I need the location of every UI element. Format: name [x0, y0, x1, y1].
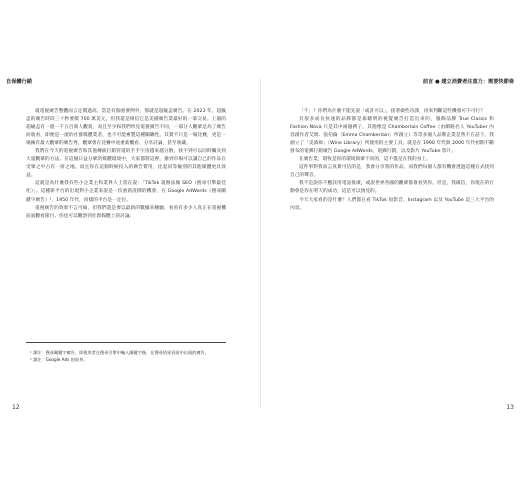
- paragraph: 有很多成長快速的品牌都是靠聰明的視覺廣告打造出來的，服飾品牌 True Classic 和 Fashion Nova 只是其中兩個例子，其他像是 Chamberlain Coffee（由網路名人 YouTuber 內容創作者艾瑪．張伯倫〔Emma Chamberlain〕所創立）等等多個人品牌企業是然不在話下。我創立了「美酒庫」（Wine Library）所使用的主要工具，就是在 1990 年代與 2000 年代初期不斷發布的電郵行銷廣告 Google AdWords，電郵行銷，以及影片 YouTube 影片。: [290, 117, 494, 155]
- right-page: [270, 78, 514, 411]
- page-number-left: 12: [12, 404, 20, 411]
- left-page: [6, 78, 250, 411]
- paragraph: 這件事對我而言真實可信的是，我會分享我的作品，而我們每個人都有機會透過這種方式找到自己的聲音。: [290, 165, 494, 179]
- left-body-text: [26, 108, 226, 221]
- footnote: ² 譯注：Google Ads 的前身。: [30, 357, 88, 362]
- footnotes: [30, 349, 226, 363]
- footnote-rule: [26, 342, 226, 343]
- running-head-right: 前言 ● 建立消費者注意力：需要快節奏: [422, 79, 514, 85]
- paragraph: 我不是說你不應該用電話推廣，或說世界各國的觀眾都會看到你。但是，我確信，你現在的行動會是你在明天的成功，這是可以預見的。: [290, 181, 494, 195]
- footnote: ¹ 譯注：搜尋關鍵字廣告，即使用者在搜尋引擎中輸入關鍵字後，在搜尋結果頁面中出現的廣告。: [30, 350, 209, 355]
- paragraph: 今天大家看的是什麼？人們都在看 TikTok 短影音、Instagram 以及 YouTube 這三大平台的內容。: [290, 197, 494, 211]
- running-head-left: 自保體行銷: [6, 79, 32, 85]
- paragraph: 在廣告業，環牧是你的環境與眾不同的，這不僅是在我的身上。: [299, 157, 431, 163]
- book-gutter: [260, 78, 261, 408]
- paragraph: 這就是為什麼我有些小企業主和業界人士當在說：「TikTok 就辦法做 SEO（搜尋引擎最佳化）」。這種新平台的出現對小企業來說是一次重新洗牌的機會，在 Google AdWords（搜尋關鍵字廣告）¹，1950 年代，同樣的平台是一定位。: [26, 181, 226, 203]
- paragraph: 「不」？你們為什麼不能先說「或許可以」，接著做些功課，再來判斷這些機會可不可行？: [299, 109, 485, 114]
- page-number-right: 13: [506, 404, 514, 411]
- paragraph: 電視廣告的效果不言可喻，但我們還是要以最新的數據來檢驗，看看有多少人真正在電視機前面觀看節目。你也可以觀察到社群媒體上的討論。: [26, 205, 226, 219]
- paragraph: 我們在今天的電視廣告和其他傳統行銷管道的手手宇宙越來越分散，找不到可以同時觸及到大量觀眾的方法。在這個日益分眾的媒體環境中，大家都將這裡，搶到市場可以讓自己的作品在受眾之中占有一席之地。而且你在這個時候投入的廣告費用，比起同等級別的其他媒體更具效益。: [26, 149, 226, 179]
- right-body-text: [290, 108, 494, 213]
- paragraph: 就電視廣告整體而言定價過高，當是有個重要例外，那就是超級盃廣告。在 2023 年，超級盃的廣告時段三十秒要價 700 萬美元，但我還是相信它是美國廣告業最好的一筆交易。上個的超級盃有一億一千五百萬人觀賞，而且至少和我們所見電視廣告不同，一部分人觀眾是為了廣告而收看，即便是一流的社群媒體業者，也不可能複製這種關聯性。其實不只是一場比賽，更是一場擁有最大觀眾的廣告秀，觀眾會在比賽中途重新觀看、分享討論，甚至收藏。: [26, 109, 226, 147]
